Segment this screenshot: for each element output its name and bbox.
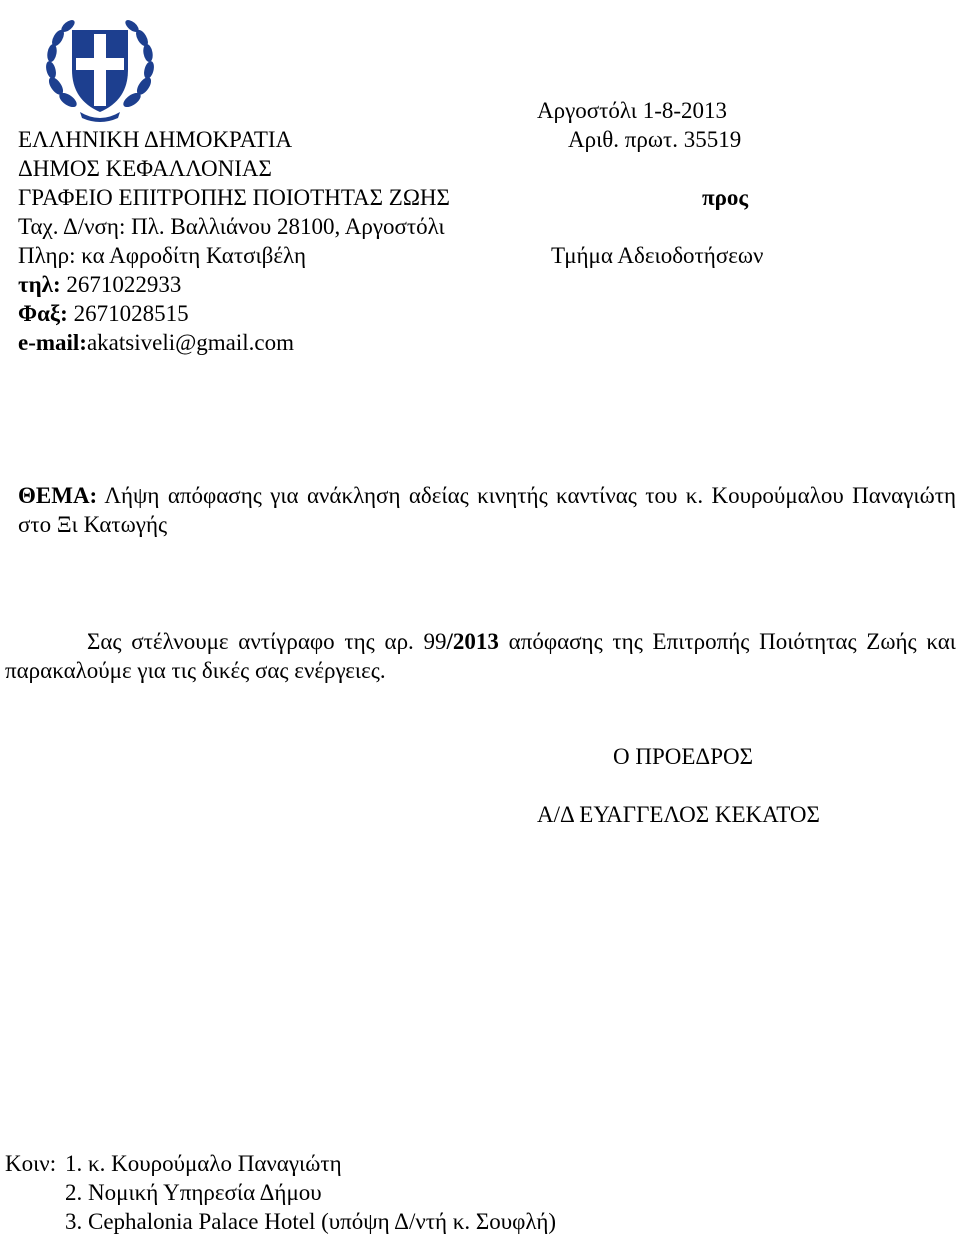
contact-person-line: Πληρ: κα Αφροδίτη Κατσιβέλη: [18, 243, 307, 268]
office-line: ΓΡΑΦΕΙΟ ΕΠΙΤΡΟΠΗΣ ΠΟΙΟΤΗΤΑΣ ΖΩΗΣ: [18, 185, 450, 210]
phone-value: 2671022933: [60, 272, 182, 297]
fax-line: [18, 299, 189, 328]
phone-line: [18, 270, 181, 299]
republic-line: ΕΛΛΗΝΙΚΗ ΔΗΜΟΚΡΑΤΙΑ: [18, 127, 293, 152]
phone-label: τηλ:: [18, 272, 61, 297]
recipient: Τμήμα Αδειοδοτήσεων: [551, 243, 764, 268]
body-text-part1: Σας στέλνουμε αντίγραφο της αρ. 99: [87, 629, 447, 654]
subject-paragraph: [18, 481, 956, 539]
fax-value: 2671028515: [67, 301, 189, 326]
distribution-item: 1. κ. Κουρούμαλο Παναγιώτη: [65, 1151, 342, 1176]
place-date: Αργοστόλι 1-8-2013: [537, 98, 728, 123]
municipality-line: ΔΗΜΟΣ ΚΕΦΑΛΛΟΝΙΑΣ: [18, 156, 272, 181]
distribution-label: Κοιν:: [5, 1151, 57, 1176]
distribution-item: 3. Cephalonia Palace Hotel (υπόψη Δ/ντή κ. Σουφλή): [65, 1209, 557, 1234]
protocol-number: Αριθ. πρωτ. 35519: [568, 127, 742, 152]
email-value: akatsiveli@gmail.com: [86, 330, 295, 355]
subject-label: ΘΕΜΑ:: [18, 483, 98, 508]
signature-name: Α/Δ ΕΥΑΓΓΕΛΟΣ ΚΕΚΑΤΟΣ: [537, 802, 820, 827]
subject-text: Λήψη απόφασης για ανάκληση αδείας κινητής καντίνας του κ. Κουρούμαλου Παναγιώτη στο Ξι Κατωγής: [18, 483, 956, 537]
body-text-part2: απόφασης της Επιτροπής Ποιότητας Ζωής και παρακαλούμε για τις δικές σας ενέργειες.: [5, 629, 956, 683]
fax-label: Φαξ:: [18, 301, 68, 326]
body-paragraph: [5, 627, 956, 685]
address-line: Ταχ. Δ/νση: Πλ. Βαλλιάνου 28100, Αργοστόλι: [18, 214, 445, 239]
distribution-item: 2. Νομική Υπηρεσία Δήμου: [65, 1180, 322, 1205]
body-decision-year: /2013: [446, 629, 499, 654]
email-line: [18, 328, 294, 357]
signature-title: Ο ΠΡΟΕΔΡΟΣ: [613, 744, 753, 769]
email-label: e-mail:: [18, 330, 87, 355]
to-label: προς: [702, 185, 749, 210]
greek-coat-of-arms-seal: [40, 8, 160, 126]
